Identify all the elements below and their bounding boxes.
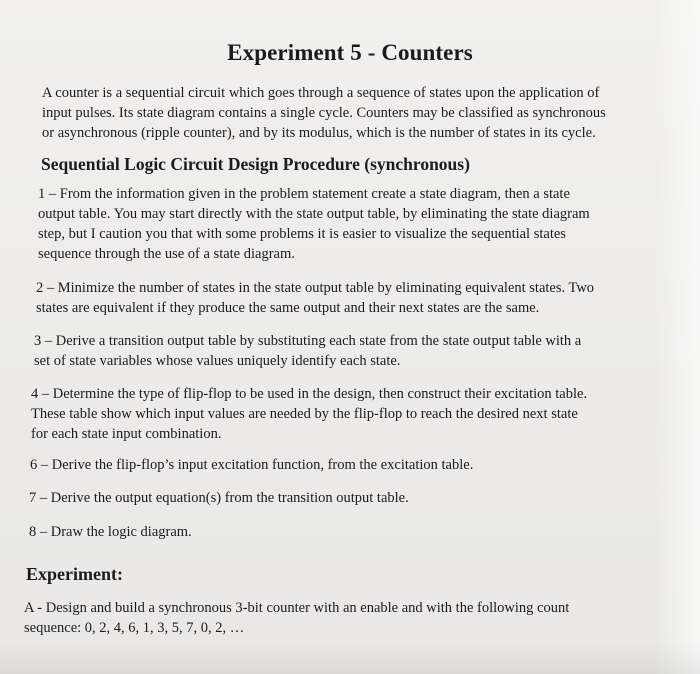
step-line: output table. You may start directly with the state output table, by eliminating the state diagram — [38, 206, 590, 222]
page-title: Experiment 5 - Counters — [227, 40, 473, 65]
experiment-heading: Experiment: — [26, 564, 123, 584]
step-line: 8 – Draw the logic diagram. — [29, 524, 192, 540]
step-line: sequence through the use of a state diagram. — [38, 246, 295, 262]
procedure-step-3 — [34, 331, 581, 371]
procedure-step-4 — [31, 384, 587, 444]
intro-line: A counter is a sequential circuit which goes through a sequence of states upon the application of — [42, 85, 600, 101]
procedure-step-2 — [36, 278, 594, 318]
procedure-step-6 — [30, 455, 473, 475]
intro-line: or asynchronous (ripple counter), and by its modulus, which is the number of states in its cycle. — [42, 125, 596, 141]
procedure-step-7 — [29, 488, 409, 508]
step-line: states are equivalent if they produce the same output and their next states are the same. — [36, 300, 540, 316]
procedure-step-1 — [38, 184, 590, 264]
procedure-heading: Sequential Logic Circuit Design Procedure (synchronous) — [41, 154, 470, 174]
page-bottom-shadow — [0, 642, 700, 674]
page-edge-highlight — [654, 0, 700, 674]
step-line: 3 – Derive a transition output table by substituting each state from the state output table with a — [34, 333, 582, 349]
experiment-line: sequence: 0, 2, 4, 6, 1, 3, 5, 7, 0, 2, … — [24, 620, 245, 636]
step-line: These table show which input values are needed by the flip-flop to reach the desired next state — [31, 406, 578, 422]
procedure-step-8 — [29, 522, 192, 542]
step-line: 2 – Minimize the number of states in the state output table by eliminating equivalent states. Two — [36, 280, 595, 296]
experiment-part-a — [24, 598, 569, 638]
step-line: 4 – Determine the type of flip-flop to be used in the design, then construct their excitation table. — [31, 386, 588, 402]
intro-paragraph — [42, 83, 606, 143]
experiment-line: A - Design and build a synchronous 3-bit counter with an enable and with the following count — [24, 600, 570, 616]
step-line: 1 – From the information given in the problem statement create a state diagram, then a state — [38, 186, 570, 202]
intro-line: input pulses. Its state diagram contains a single cycle. Counters may be classified as synchronous — [42, 105, 606, 121]
step-line: 7 – Derive the output equation(s) from the transition output table. — [29, 490, 409, 506]
step-line: step, but I caution you that with some problems it is easier to visualize the sequential states — [38, 226, 566, 242]
step-line: for each state input combination. — [31, 426, 222, 442]
step-line: 6 – Derive the flip-flop’s input excitation function, from the excitation table. — [30, 457, 474, 473]
step-line: set of state variables whose values uniquely identify each state. — [34, 353, 401, 369]
